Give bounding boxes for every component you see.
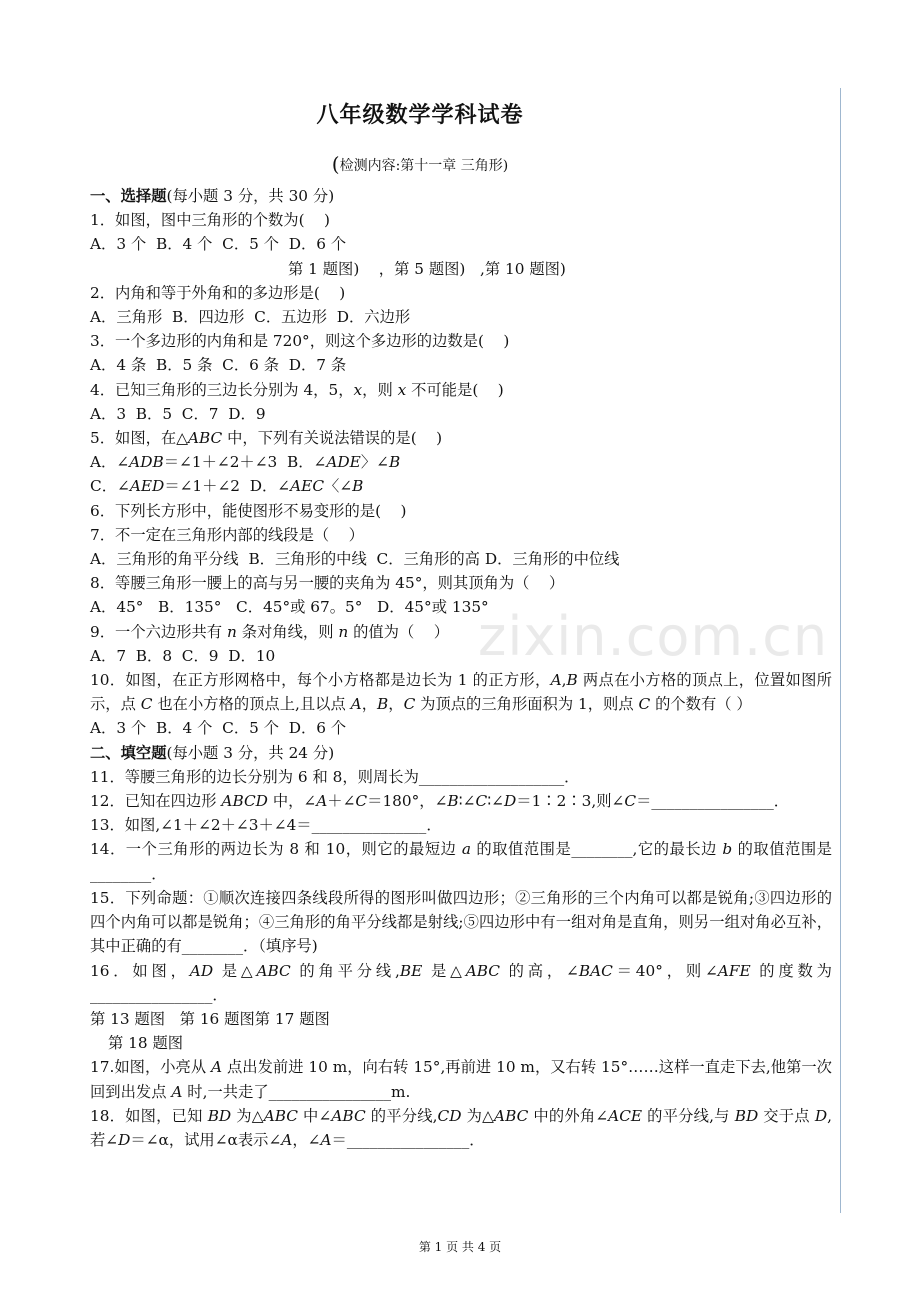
margin-rule bbox=[840, 88, 841, 1213]
question-5-options-ab: A．∠ADB＝∠1＋∠2＋∠3 B．∠ADE〉∠B bbox=[90, 453, 401, 472]
question-2-options: A．三角形 B．四边形 C．五边形 D．六边形 bbox=[90, 308, 411, 327]
watermark: zixin.com.cn bbox=[478, 605, 829, 668]
question-10-options: A．3 个 B．4 个 C．5 个 D．6 个 bbox=[90, 719, 347, 738]
question-16: 16．如图，AD 是△ABC 的角平分线,BE 是△ABC 的高，∠BAC＝40°，则∠AFE 的度数为________________． bbox=[90, 961, 832, 1004]
question-11: 11．等腰三角形的边长分别为 6 和 8，则周长为___________________． bbox=[90, 767, 580, 786]
question-5-options-cd: C．∠AED＝∠1＋∠2 D．∠AEC〈∠B bbox=[90, 477, 364, 496]
question-9: 9．一个六边形共有 n 条对角线，则 n 的值为（ ） bbox=[90, 622, 450, 641]
question-18: 18．如图，已知 BD 为△ABC 中∠ABC 的平分线,CD 为△ABC 中的外角∠ACE 的平分线,与 BD 交于点 D,若∠D＝∠α，试用∠α表示∠A，∠A＝________________． bbox=[90, 1106, 832, 1149]
question-6: 6．下列长方形中，能使图形不易变形的是( ) bbox=[90, 501, 407, 520]
question-7-options: A．三角形的角平分线 B．三角形的中线 C．三角形的高 D．三角形的中位线 bbox=[90, 550, 620, 569]
question-3: 3．一个多边形的内角和是 720°，则这个多边形的边数是( ) bbox=[90, 332, 510, 351]
question-13: 13．如图,∠1＋∠2＋∠3＋∠4＝_______________． bbox=[90, 816, 442, 835]
question-14: 14．一个三角形的两边长为 8 和 10，则它的最短边 a 的取值范围是________,它的最长边 b 的取值范围是________． bbox=[90, 840, 832, 883]
page-title: 八年级数学学科试卷 bbox=[316, 102, 524, 128]
question-3-options: A．4 条 B．5 条 C．6 条 D．7 条 bbox=[90, 356, 347, 375]
question-4: 4．已知三角形的三边长分别为 4，5，x，则 x 不可能是( ) bbox=[90, 380, 504, 399]
subtitle-open-paren: ( bbox=[331, 152, 340, 176]
figure-caption-1: 第 1 题图) ，第 5 题图) ,第 10 题图) bbox=[288, 259, 566, 278]
page-subtitle bbox=[0, 152, 840, 176]
question-4-options: A．3 B．5 C．7 D．9 bbox=[90, 404, 266, 423]
question-2: 2．内角和等于外角和的多边形是( ) bbox=[90, 283, 346, 302]
question-1: 1．如图，图中三角形的个数为( ) bbox=[90, 211, 330, 230]
section-heading-fill: 二、填空题(每小题 3 分，共 24 分) bbox=[90, 743, 335, 762]
question-8: 8．等腰三角形一腰上的高与另一腰的夹角为 45°，则其顶角为（ ） bbox=[90, 574, 565, 593]
page-footer: 第 1 页 共 4 页 bbox=[418, 1240, 502, 1254]
section-heading-choice: 一、选择题(每小题 3 分，共 30 分) bbox=[90, 187, 335, 205]
figure-caption-2: 第 13 题图 第 16 题图第 17 题图 bbox=[90, 1009, 330, 1028]
question-7: 7．不一定在三角形内部的线段是（ ） bbox=[90, 525, 364, 544]
question-10: 10．如图，在正方形网格中，每个小方格都是边长为 1 的正方形，A,B 两点在小方格的顶点上，位置如图所示，点 C 也在小方格的顶点上,且以点 A，B，C 为顶点的三角形面积为 1，则点 C 的个数有（ ） bbox=[90, 671, 832, 714]
question-5: 5．如图，在△ABC 中，下列有关说法错误的是( ) bbox=[90, 429, 443, 448]
figure-caption-3: 第 18 题图 bbox=[108, 1034, 184, 1053]
question-17: 17.如图，小亮从 A 点出发前进 10 m，向右转 15°,再前进 10 m，又右转 15°……这样一直走下去,他第一次回到出发点 A 时,一共走了________________m. bbox=[90, 1058, 832, 1101]
subtitle-text: 检测内容:第十一章 三角形) bbox=[339, 158, 509, 174]
question-15: 15．下列命题：①顺次连接四条线段所得的图形叫做四边形；②三角形的三个内角可以都是锐角;③四边形的四个内角可以都是锐角；④三角形的角平分线都是射线;⑤四边形中有一组对角是直角，则另一组对角必互补，其中正确的有________．（填序号) bbox=[90, 888, 832, 956]
question-12: 12．已知在四边形 ABCD 中，∠A＋∠C＝180°，∠B∶∠C∶∠D＝1∶2∶3,则∠C＝________________． bbox=[90, 792, 790, 811]
question-9-options: A．7 B．8 C．9 D．10 bbox=[90, 646, 276, 665]
question-8-options: A．45° B．135° C．45°或 67。5° D．45°或 135° bbox=[90, 598, 489, 617]
question-1-options: A．3 个 B．4 个 C．5 个 D．6 个 bbox=[90, 235, 347, 254]
exam-content bbox=[90, 184, 832, 1152]
